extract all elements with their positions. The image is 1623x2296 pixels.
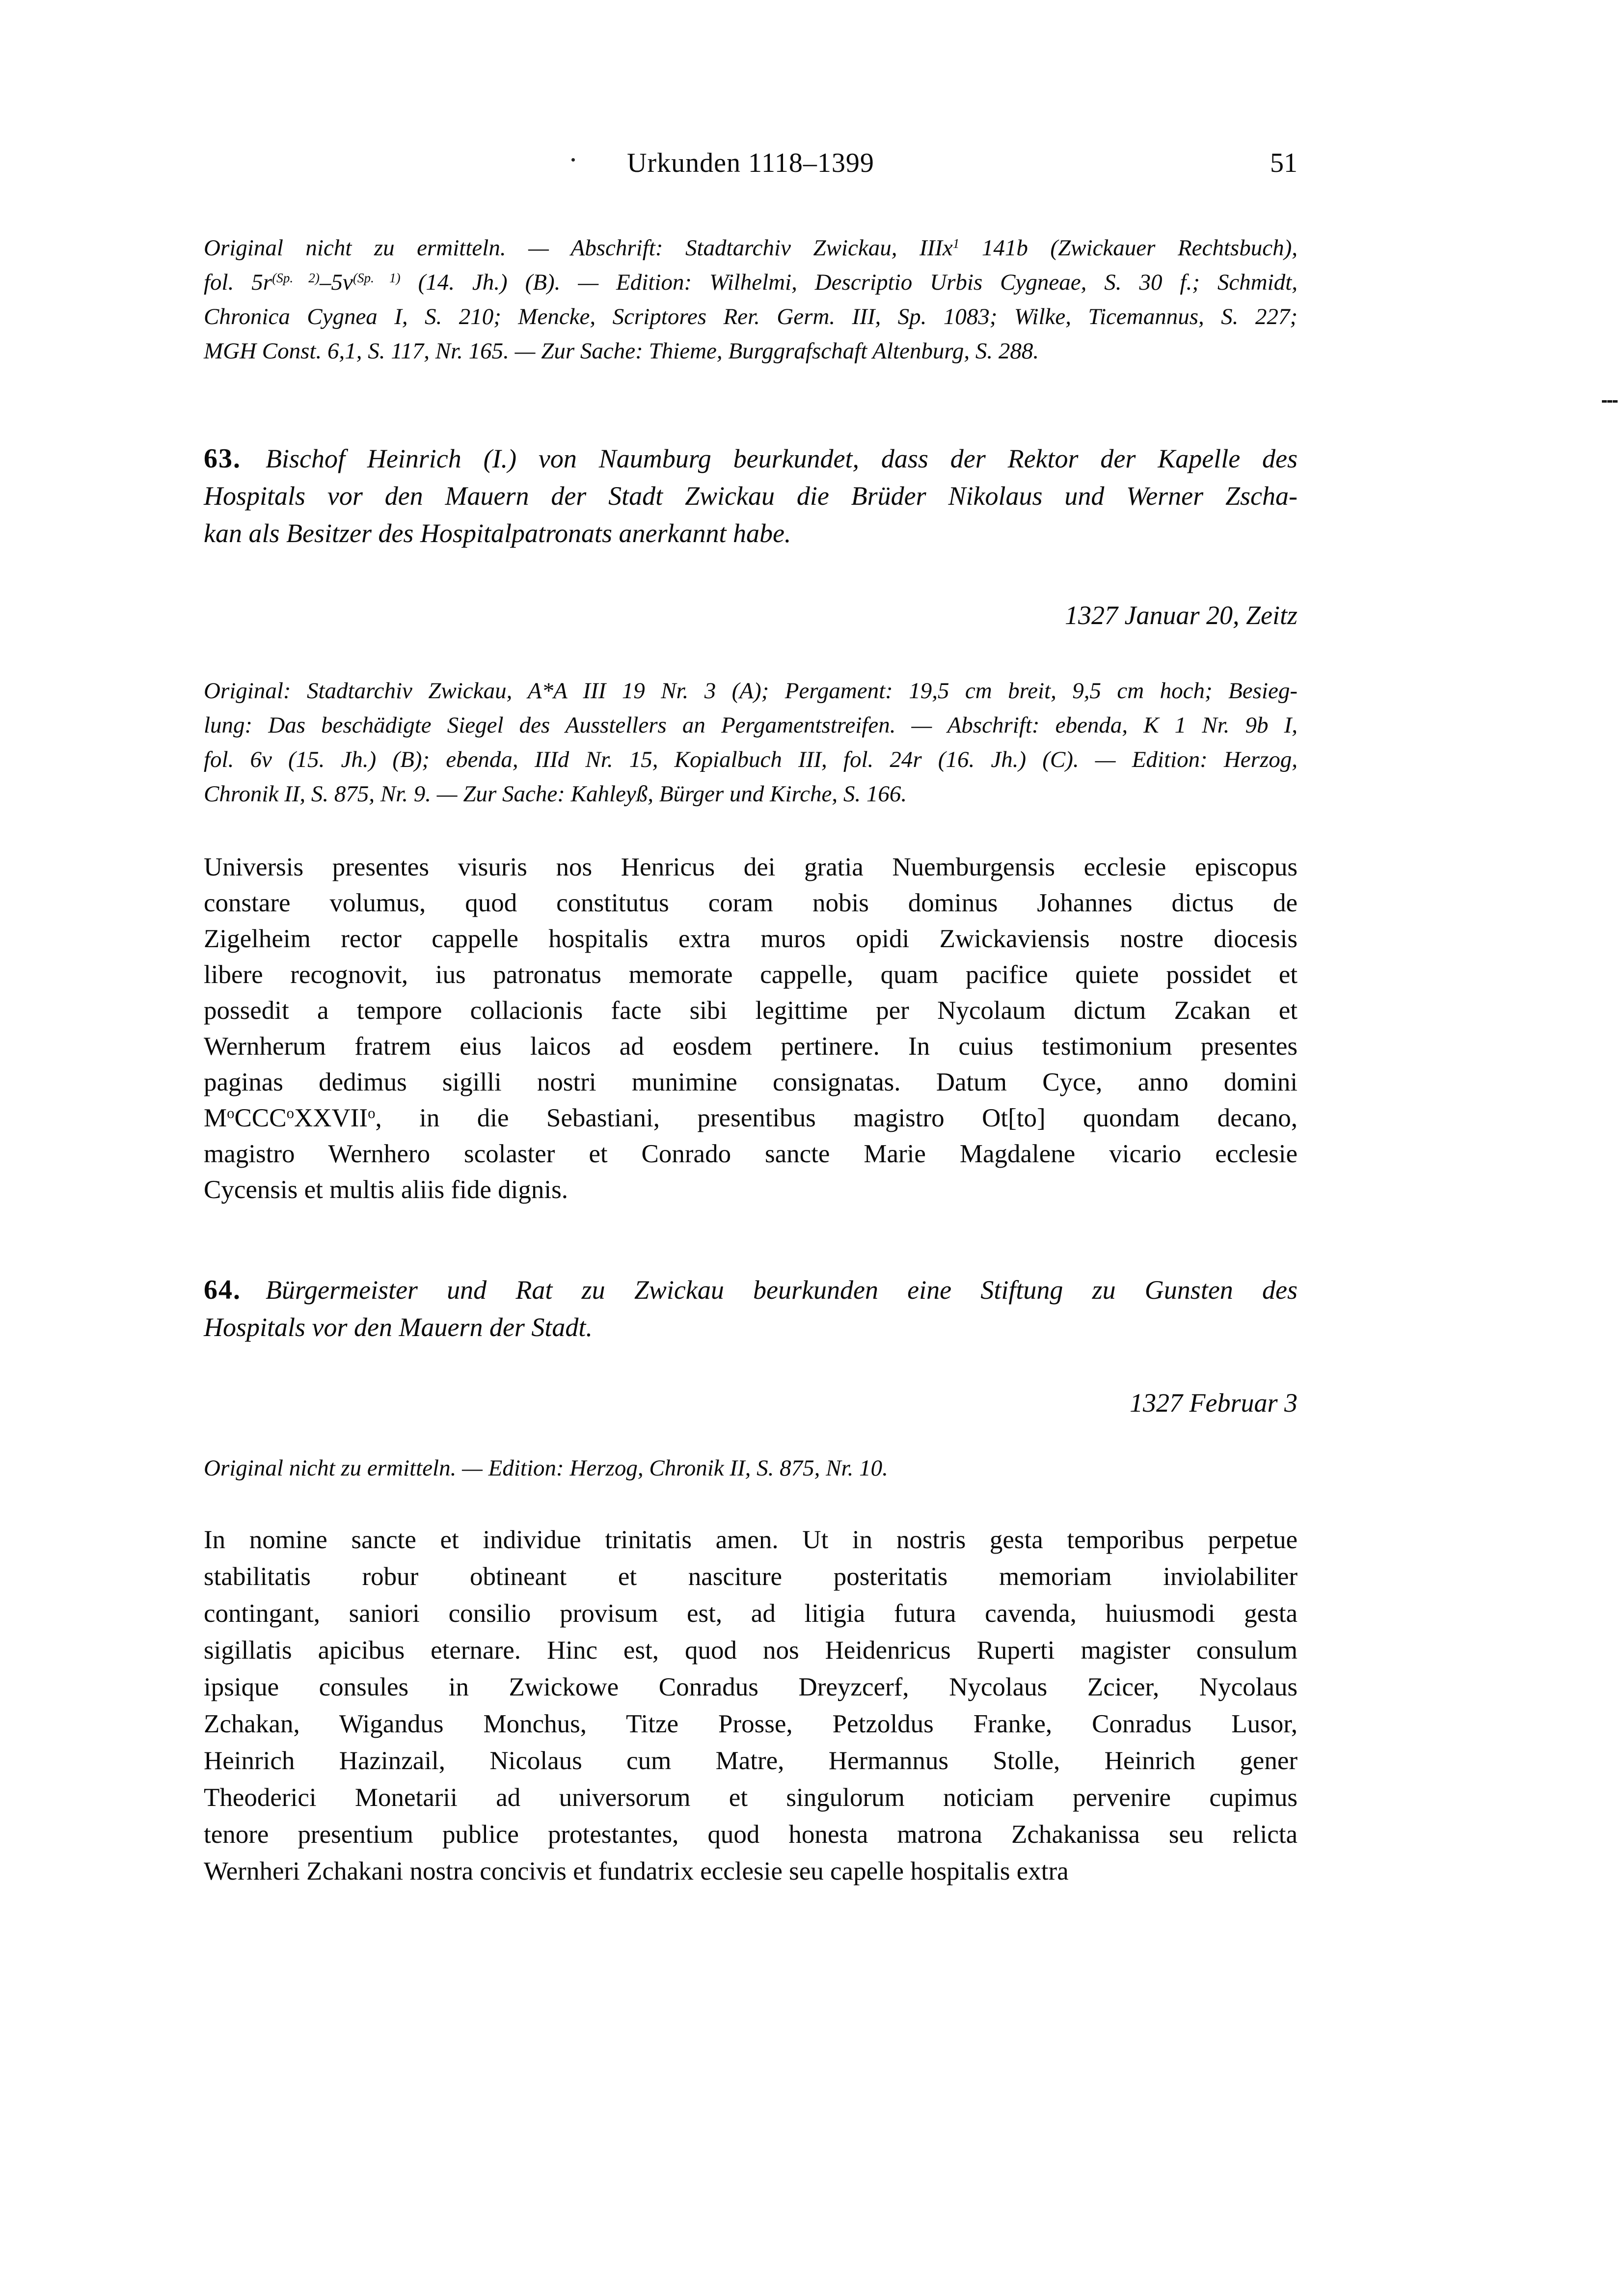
page-header bbox=[204, 147, 1298, 187]
superscript: o bbox=[286, 1105, 294, 1122]
text-line: contingant, saniori consilio provisum est, ad litigia futura cavenda, huiusmodi gesta bbox=[204, 1599, 1298, 1628]
superscript: (Sp. 2) bbox=[272, 271, 320, 286]
text-line: Zchakan, Wigandus Monchus, Titze Prosse, Petzoldus Franke, Conradus Lusor, bbox=[204, 1710, 1298, 1738]
text-line: stabilitatis robur obtineant et nasciture posteritatis memoriam inviolabiliter bbox=[204, 1562, 1298, 1591]
text-line: Wernherum fratrem eius laicos ad eosdem pertinere. In cuius testimonium presentes bbox=[204, 1032, 1298, 1061]
text-line: Chronik II, S. 875, Nr. 9. — Zur Sache: Kahleyß, Bürger und Kirche, S. 166. bbox=[204, 781, 907, 807]
text-line: $M^oCCC^oXXVII^o$, in die Sebastiani, presentibus magistro Ot[to] quondam decano, bbox=[204, 1104, 1298, 1132]
text-line: lung: Das beschädigte Siegel des Ausstellers an Pergamentstreifen. — Abschrift: ebenda, K 1 Nr. 9b I, bbox=[204, 712, 1298, 738]
entry-63-source-note bbox=[204, 674, 1298, 811]
running-title: Urkunden 1118–1399 bbox=[627, 148, 874, 178]
superscript: (Sp. 1) bbox=[352, 271, 401, 286]
text-line: kan als Besitzer des Hospitalpatronats anerkannt habe. bbox=[204, 519, 791, 548]
page-number: 51 bbox=[1270, 148, 1298, 178]
entry-number: 63. bbox=[204, 443, 241, 474]
entry-64-date: 1327 Februar 3 bbox=[1130, 1388, 1298, 1418]
superscript: 1 bbox=[952, 236, 960, 251]
entry-63-charter-text bbox=[204, 849, 1298, 1208]
entry-64-charter-text bbox=[204, 1522, 1298, 1890]
margin-dash-artifact bbox=[1602, 400, 1618, 403]
text-line: Cycensis et multis aliis fide dignis. bbox=[204, 1175, 568, 1204]
text-line: 64. Bürgermeister und Rat zu Zwickau beurkunden eine Stiftung zu Gunsten des bbox=[204, 1275, 1298, 1305]
text-line: ipsique consules in Zwickowe Conradus Dreyzcerf, Nycolaus Zcicer, Nycolaus bbox=[204, 1673, 1298, 1701]
text-line: MGH Const. 6,1, S. 117, Nr. 165. — Zur Sache: Thieme, Burggrafschaft Altenburg, S. 288. bbox=[204, 338, 1039, 364]
text-line: libere recognovit, ius patronatus memorate cappelle, quam pacifice quiete possidet et bbox=[204, 960, 1298, 989]
text-line: Original nicht zu ermitteln. — Edition: Herzog, Chronik II, S. 875, Nr. 10. bbox=[204, 1455, 888, 1481]
entry-64-source-note bbox=[204, 1451, 1298, 1485]
text-line: paginas dedimus sigilli nostri munimine consignatas. Datum Cyce, anno domini bbox=[204, 1068, 1298, 1096]
text-line: Original nicht zu ermitteln. — Abschrift: Stadtarchiv Zwickau, IIIx$^1$ 141b (Zwickauer Rechtsbuch), bbox=[204, 235, 1298, 261]
text-line: tenore presentium publice protestantes, quod honesta matrona Zchakanissa seu relicta bbox=[204, 1820, 1298, 1849]
text-line: Universis presentes visuris nos Henricus dei gratia Nuemburgensis ecclesie episcopus bbox=[204, 853, 1298, 881]
superscript: o bbox=[368, 1105, 376, 1122]
entry-63-summary bbox=[204, 440, 1298, 552]
text-line: Zigelheim rector cappelle hospitalis extra muros opidi Zwickaviensis nostre diocesis bbox=[204, 925, 1298, 953]
source-note-previous-charter bbox=[204, 231, 1298, 368]
text-line: Hospitals vor den Mauern der Stadt. bbox=[204, 1312, 593, 1342]
entry-number: 64. bbox=[204, 1275, 241, 1305]
text-line: Chronica Cygnea I, S. 210; Mencke, Scriptores Rer. Germ. III, Sp. 1083; Wilke, Ticemannus, S. 227; bbox=[204, 304, 1298, 329]
text-line: fol. 6v (15. Jh.) (B); ebenda, IIId Nr. 15, Kopialbuch III, fol. 24r (16. Jh.) (C). — Edition: Herzog, bbox=[204, 747, 1298, 772]
ink-speck-artifact bbox=[571, 158, 575, 162]
entry-64-summary bbox=[204, 1271, 1298, 1346]
text-line: fol. $5r^{(Sp. 2)}-5v^{(Sp. 1)}$ (14. Jh.) (B). — Edition: Wilhelmi, Descriptio Urbis Cygneae, S. 30 f.; Schmidt, bbox=[204, 270, 1298, 295]
text-line: 63. Bischof Heinrich (I.) von Naumburg beurkundet, dass der Rektor der Kapelle des bbox=[204, 443, 1298, 474]
text-line: Heinrich Hazinzail, Nicolaus cum Matre, Hermannus Stolle, Heinrich gener bbox=[204, 1747, 1298, 1775]
superscript: o bbox=[227, 1105, 235, 1122]
entry-63-date: 1327 Januar 20, Zeitz bbox=[1064, 601, 1298, 630]
text-line: magistro Wernhero scolaster et Conrado sancte Marie Magdalene vicario ecclesie bbox=[204, 1140, 1298, 1168]
text-line: Wernheri Zchakani nostra concivis et fundatrix ecclesie seu capelle hospitalis extra bbox=[204, 1857, 1069, 1886]
text-line: Hospitals vor den Mauern der Stadt Zwickau die Brüder Nikolaus und Werner Zscha- bbox=[204, 481, 1298, 511]
text-line: Theoderici Monetarii ad universorum et singulorum noticiam pervenire cupimus bbox=[204, 1783, 1298, 1812]
text-line: sigillatis apicibus eternare. Hinc est, quod nos Heidenricus Ruperti magister consulum bbox=[204, 1636, 1298, 1665]
text-line: constare volumus, quod constitutus coram nobis dominus Johannes dictus de bbox=[204, 889, 1298, 917]
text-line: possedit a tempore collacionis facte sibi legittime per Nycolaum dictum Zcakan et bbox=[204, 996, 1298, 1025]
text-line: Original: Stadtarchiv Zwickau, A*A III 19 Nr. 3 (A); Pergament: 19,5 cm breit, 9,5 cm hoch; Besieg- bbox=[204, 678, 1298, 704]
text-line: In nomine sancte et individue trinitatis amen. Ut in nostris gesta temporibus perpetue bbox=[204, 1526, 1298, 1554]
